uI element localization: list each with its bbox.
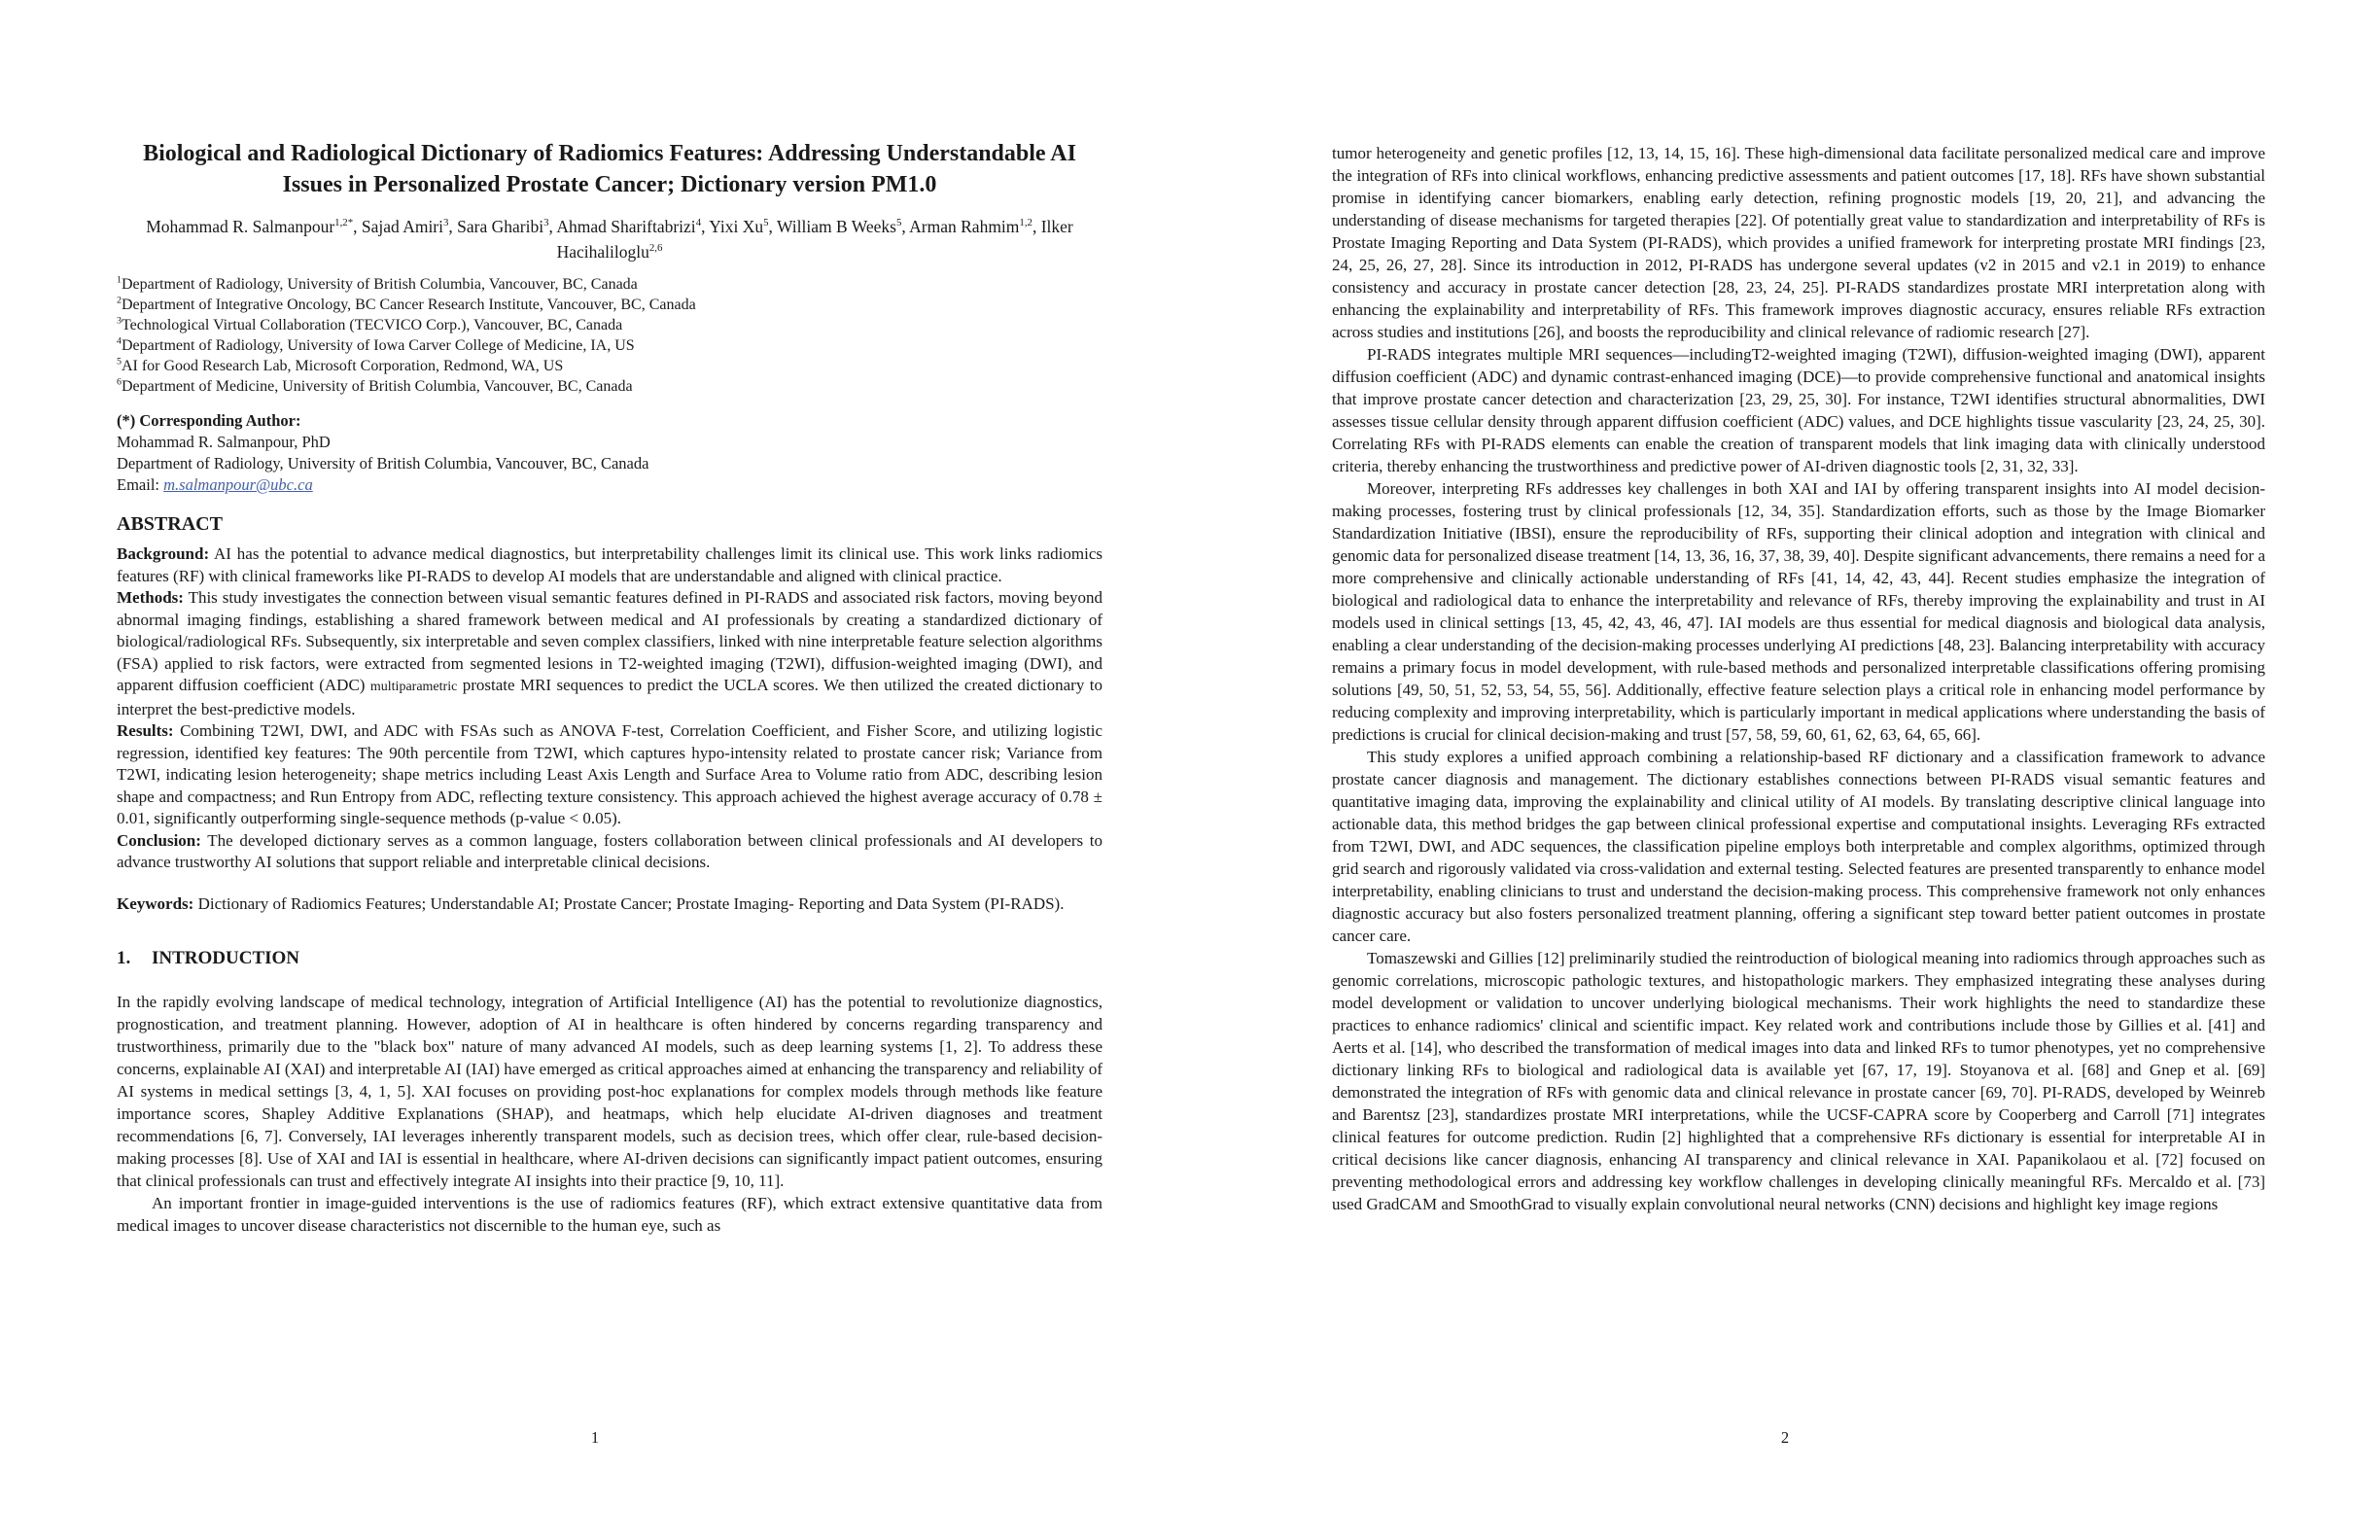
keywords-label: Keywords: — [117, 893, 194, 913]
abstract-background-label: Background: — [117, 544, 210, 563]
body-paragraph: This study explores a unified approach combining a relationship-based RF dictionary and a classification framework to advance prostate cancer diagnosis and management. The dictionary establishes connections between PI-RADS visual semantic features and quantitative imaging data, improving the explainability and clinical utility of AI models. By translating descriptive clinical language into actionable data, this method bridges the gap between clinical professional expertise and computational insights. Leveraging RFs extracted from T2WI, DWI, and ADC sequences, the classification pipeline employs both interpretable and complex algorithms, optimized through grid search and rigorously validated via cross-validation and external testing. Selected features are presented transparently to enhance model interpretability, enabling clinicians to trust and understand the decision-making process. This comprehensive framework not only enhances diagnostic accuracy but also fosters personalized treatment planning, offering a significant step toward better patient outcomes in prostate cancer care. — [1332, 748, 2265, 945]
intro-paragraph-2: An important frontier in image-guided interventions is the use of radiomics features (RF), which extract extensive quantitative data from medical images to uncover disease characteristics not discernible to the human eye, such as — [117, 1194, 1102, 1235]
page-2-content — [1190, 0, 2380, 1215]
affiliation-item: $^5$AI for Good Research Lab, Microsoft Corporation, Redmond, WA, US — [117, 356, 564, 374]
affiliation-list — [117, 274, 1102, 397]
author: , Arman Rahmim$^{1,2}$ — [901, 217, 1032, 236]
body-paragraph: PI-RADS integrates multiple MRI sequences—includingT2-weighted imaging (T2WI), diffusion-weighted imaging (DWI), apparent diffusion coefficient (ADC) and dynamic contrast-enhanced imaging (DCE)—to provide comprehensive functional and anatomical insights that improve prostate cancer detection and characterization [23, 29, 25, 30]. For instance, T2WI identifies structural abnormalities, DWI assesses tissue cellular density through apparent diffusion coefficient (ADC) values, and DCE highlights tissue vascularity [23, 24, 25, 30]. Correlating RFs with PI-RADS elements can enable the creation of transparent models that link imaging data with clinically understood criteria, thereby enhancing the trustworthiness and predictive power of AI-driven diagnostic tools [2, 31, 32, 33]. — [1332, 345, 2265, 475]
corresponding-author-email-line — [117, 474, 1102, 496]
affiliation-item: $^1$Department of Radiology, University of British Columbia, Vancouver, BC, Canada — [117, 274, 638, 293]
author-affiliation-superscript: 1,2* — [334, 217, 354, 229]
author: , Sara Gharibi$^3$ — [448, 217, 549, 236]
author-affiliation-superscript: 3 — [443, 217, 449, 229]
abstract-conclusion-label: Conclusion: — [117, 830, 201, 850]
author: , Ilker Hacihaliloglu$^{2,6}$ — [556, 217, 1073, 262]
corresponding-author-department: Department of Radiology, University of British Columbia, Vancouver, BC, Canada — [117, 454, 649, 472]
author: , Sajad Amiri$^3$ — [353, 217, 449, 236]
paper-title: Biological and Radiological Dictionary of Radiomics Features: Addressing Understandable AI Issues in Personalized Prostate Cancer; Dictionary version PM1.0 — [143, 141, 1076, 197]
body-paragraph: tumor heterogeneity and genetic profiles [12, 13, 14, 15, 16]. These high-dimensional data facilitate personalized medical care and improve the integration of RFs into clinical workflows, enhancing predictive assessments and patient outcomes [17, 18]. RFs have shown substantial promise in identifying cancer biomarkers, enabling early detection, refining prognostic models [19, 20, 21], and advancing the understanding of disease mechanisms for targeted therapies [22]. Of potentially great value to standardization and interpretability of RFs is Prostate Imaging Reporting and Data System (PI-RADS), which provides a unified framework for interpreting prostate MRI findings [23, 24, 25, 26, 27, 28]. Since its introduction in 2012, PI-RADS has undergone several updates (v2 in 2015 and v2.1 in 2019) to enhance consistency and accuracy in prostate cancer detection [28, 23, 24, 25]. PI-RADS standardizes prostate MRI interpretation along with enhancing the explainability and interpretability of RFs. This framework improves diagnostic accuracy, ensures reliable RFs extraction across studies and institutions [26], and boosts the reproducibility and clinical relevance of radiomic research [27]. — [1332, 144, 2265, 341]
body-paragraph: Moreover, interpreting RFs addresses key challenges in both XAI and IAI by offering transparent insights into AI model decision-making processes, fostering trust by clinical professionals [12, 34, 35]. Standardization efforts, such as those by the Image Biomarker Standardization Initiative (IBSI), ensure the reproducibility of RFs, supporting their clinical adoption and integration with clinical and genomic data for personalized disease treatment [14, 13, 36, 16, 37, 38, 39, 40]. Despite significant advancements, there remains a need for a more comprehensive and clinically actionable understanding of RFs [41, 14, 42, 43, 44]. Recent studies emphasize the integration of biological and radiological data to enhance the interpretability and relevance of RFs, thereby improving the explainability and trust in AI models used in clinical settings [13, 45, 42, 43, 46, 47]. IAI models are thus essential for medical diagnosis and biological data analysis, enabling a clear understanding of the decision-making processes underlying AI predictions [48, 23]. Balancing interpretability with accuracy remains a primary focus in model development, with rule-based methods and personalized interpretable classifications offering promising solutions [49, 50, 51, 52, 53, 54, 55, 56]. Additionally, effective feature selection plays a critical role in enhancing model performance by reducing complexity and improving interpretability, which is particularly important in medical applications where understanding the basis of predictions is crucial for clinical decision-making and trust [57, 58, 59, 60, 61, 62, 63, 64, 65, 66]. — [1332, 479, 2265, 744]
body-paragraph: Tomaszewski and Gillies [12] preliminarily studied the reintroduction of biological meaning into radiomics through approaches such as genomic correlations, microscopic pathologic textures, and histopathologic markers. They emphasized integrating these analyses during model development or validation to uncover underlying biological mechanisms. Their work highlights the need to standardize these practices to enhance radiomics' clinical and scientific impact. Key related work and contributions include those by Gillies et al. [41] and Aerts et al. [14], who described the transformation of medical images into data and linked RFs to tumor phenotypes, yet no comprehensive dictionary linking RFs to biological and radiological data is available yet [67, 17, 19]. Stoyanova et al. [68] and Gnep et al. [69] demonstrated the integration of RFs with genomic data and clinical relevance in prostate cancer [69, 70]. PI-RADS, developed by Weinreb and Barentsz [23], standardizes prostate MRI interpretations, while the UCSF-CAPRA score by Cooperberg and Carroll [71] integrates clinical features for outcome prediction. Rudin [2] highlighted that a comprehensive RFs dictionary is essential for interpretable AI in critical decisions like cancer diagnosis, enhancing AI transparency and clinical relevance in XAI. Papanikolaou et al. [72] focused on preventing methodological errors and addressing key workflow challenges in developing clinically meaningful RFs. Mercaldo et al. [73] used GradCAM and SmoothGrad to visually explain convolutional neural networks (CNN) decisions and highlight key image regions — [1332, 949, 2265, 1213]
author: Mohammad R. Salmanpour$^{1,2*}$ — [146, 217, 354, 236]
corresponding-author-label: (*) Corresponding Author: — [117, 411, 301, 430]
abstract-methods-label: Methods: — [117, 588, 184, 607]
abstract-results-label: Results: — [117, 721, 174, 740]
author: , William B Weeks$^5$ — [768, 217, 902, 236]
corresponding-author-name: Mohammad R. Salmanpour, PhD — [117, 433, 331, 451]
email-link[interactable]: m.salmanpour@ubc.ca — [163, 475, 313, 494]
author-affiliation-superscript: 2,6 — [648, 242, 663, 255]
affiliation-item: $^6$Department of Medicine, University of British Columbia, Vancouver, BC, Canada — [117, 376, 633, 395]
corresponding-author-block — [117, 410, 1102, 496]
author: , Yixi Xu$^5$ — [701, 217, 769, 236]
affiliation-item: $^2$Department of Integrative Oncology, BC Cancer Research Institute, Vancouver, BC, Canada — [117, 295, 696, 313]
small-print-word: multiparametric — [369, 680, 458, 694]
author-affiliation-superscript: 5 — [763, 217, 769, 229]
author: , Ahmad Shariftabrizi$^4$ — [548, 217, 702, 236]
keywords: Keywords: Dictionary of Radiomics Features; Understandable AI; Prostate Cancer; Prostate Imaging- Reporting and Data System (PI-RADS). — [117, 893, 1065, 913]
author-affiliation-superscript: 4 — [695, 217, 702, 229]
abstract-conclusion: Conclusion: The developed dictionary serves as a common language, fosters collaboration between clinical professionals and AI developers to advance trustworthy AI solutions that support reliable and interpretable clinical decisions. — [117, 830, 1102, 871]
section-heading-introduction — [117, 946, 1102, 971]
author-affiliation-superscript: 1,2 — [1019, 217, 1032, 229]
author-affiliation-superscript: 5 — [895, 217, 902, 229]
page-2 — [1190, 0, 2380, 1540]
section-number: 1. — [117, 948, 131, 968]
page-number-1: 1 — [590, 1428, 600, 1447]
abstract-results: Results: Combining T2WI, DWI, and ADC with FSAs such as ANOVA F-test, Correlation Coefficient, and Fisher Score, and utilizing logistic regression, identified key features: The 90th percentile from T2WI, which captures hypo-intensity related to prostate cancer risk; Variance from T2WI, indicating lesion heterogeneity; shape metrics including Least Axis Length and Surface Area to Volume ratio from ADC, describing lesion shape and compactness; and Run Entropy from ADC, reflecting texture consistency. This approach achieved the highest average accuracy of 0.78 ± 0.01, significantly outperforming single-sequence methods (p-value < 0.05). — [117, 721, 1102, 827]
page-number-2: 2 — [1780, 1428, 1790, 1447]
authors-line — [117, 214, 1102, 264]
section-title: INTRODUCTION — [152, 948, 300, 968]
email-label: Email: — [117, 475, 164, 494]
affiliation-item: $^3$Technological Virtual Collaboration (TECVICO Corp.), Vancouver, BC, Canada — [117, 315, 623, 333]
abstract-methods: Methods: This study investigates the connection between visual semantic features defined in PI-RADS and associated risk factors, moving beyond abnormal imaging findings, establishing a shared framework between medical and AI professionals by creating a standardized dictionary of biological/radiological RFs. Subsequently, six interpretable and seven complex classifiers, linked with nine interpretable feature selection algorithms (FSA) applied to risk factors, were extracted from segmented lesions in T2-weighted imaging (T2WI), diffusion-weighted imaging (DWI), and apparent diffusion coefficient (ADC) multiparametric prostate MRI sequences to predict the UCLA scores. We then utilized the created dictionary to interpret the best-predictive models. — [117, 588, 1102, 718]
abstract-heading: ABSTRACT — [117, 513, 223, 535]
page-1-content — [0, 0, 1190, 1237]
affiliation-item: $^4$Department of Radiology, University of Iowa Carver College of Medicine, IA, US — [117, 335, 635, 354]
intro-paragraph-1: In the rapidly evolving landscape of medical technology, integration of Artificial Intelligence (AI) has the potential to revolutionize diagnostics, prognostication, and treatment planning. However, adoption of AI in healthcare is often hindered by concerns regarding transparency and trustworthiness, primarily due to the "black box" nature of many advanced AI models, such as deep learning systems [1, 2]. To address these concerns, explainable AI (XAI) and interpretable AI (IAI) have emerged as critical approaches aimed at enhancing the transparency and reliability of AI systems in medical settings [3, 4, 1, 5]. XAI focuses on providing post-hoc explanations for complex models through methods like feature importance scores, Shapley Additive Explanations (SHAP), and heatmaps, which help elucidate AI-driven diagnoses and treatment recommendations [6, 7]. Conversely, IAI leverages inherently transparent models, such as decision trees, which offer clear, rule-based decision-making processes [8]. Use of XAI and IAI is essential in healthcare, where AI-driven decisions can significantly impact patient outcomes, ensuring that clinical professionals can trust and effectively integrate AI insights into their practice [9, 10, 11]. — [117, 993, 1102, 1190]
abstract-background: Background: AI has the potential to advance medical diagnostics, but interpretability challenges limit its clinical use. This work links radiomics features (RF) with clinical frameworks like PI-RADS to develop AI models that are understandable and aligned with clinical practice. — [117, 544, 1102, 585]
author-affiliation-superscript: 3 — [543, 217, 549, 229]
